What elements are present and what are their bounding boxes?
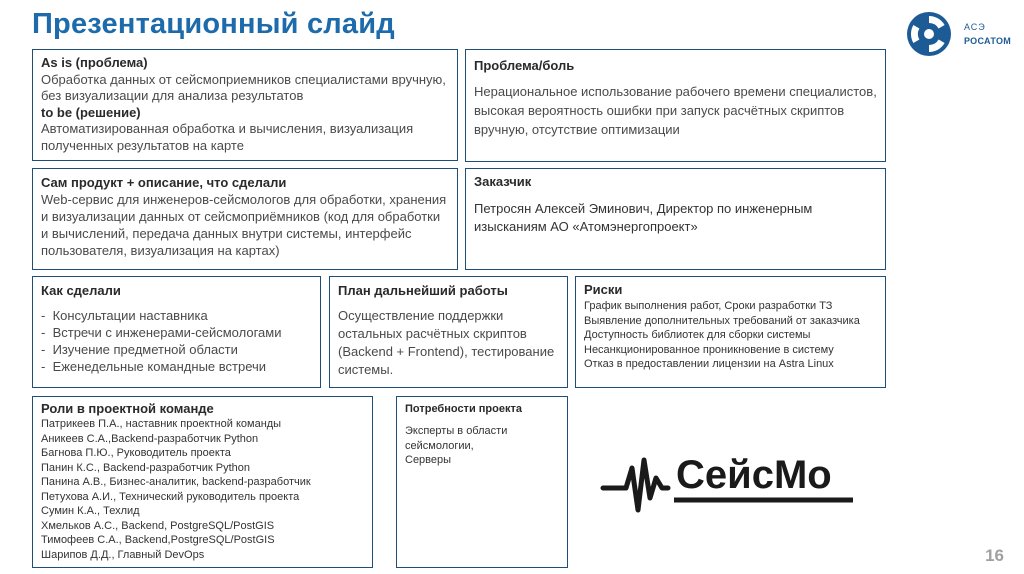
risks-box [575,276,886,388]
how-list [41,307,312,375]
list-item: Хмельков А.С., Backend, PostgreSQL/PostGIS [41,519,275,532]
roles-heading: Роли в проектной команде [41,401,214,416]
list-item: Несанкционированное проникновение в систему [584,343,834,356]
seismograph-icon [598,440,858,530]
customer-text: Петросян Алексей Эминович, Директор по инженерным изысканиям АО «Атомэнергопроект» [474,201,813,234]
plan-text: Осуществление поддержки остальных расчётных скриптов (Backend + Frontend), тестирование системы. [338,308,555,377]
list-item: Тимофеев С.А., Backend,PostgreSQL/PostGIS [41,534,275,546]
problem-text: Нерациональное использование рабочего времени специалистов, высокая вероятность ошибки при запуск расчётных скриптов вручную, отсутствие оптимизации [474,84,877,137]
list-item: Патрикеев П.А., наставник проектной команды [41,418,282,430]
seismo-wordmark: СейсМо [676,453,832,497]
logo-line-1: АСЭ [964,22,986,32]
product-box [32,168,458,270]
product-heading: Сам продукт + описание, что сделали [41,175,287,190]
to-be-heading: to be (решение) [41,104,141,120]
list-item: Отказ в предоставлении лицензии на Astra Linux [584,358,834,370]
product-text: Web-сервис для инженеров-сейсмологов для обработки, хранения и визуализации данных от сейсмоприёмников (код для обработки и вычислений, передача данных внутри системы, интерфейс пользователя, визуализация на картах) [41,192,447,258]
problem-box [465,49,886,162]
list-item: Сумин К.А., Техлид [41,505,140,517]
list-item: Серверы [405,454,452,466]
list-item: - Изучение предметной области [41,341,312,358]
list-item: - Консультации наставника [41,307,312,324]
needs-heading: Потребности проекта [405,403,522,415]
list-item: Петухова А.И., Технический руководитель проекта [41,490,300,503]
how-heading: Как сделали [41,283,121,298]
plan-box [329,276,568,388]
list-item: Панин К.С., Backend-разработчик Python [41,461,251,474]
page-number: 16 [985,546,1004,565]
logo-line-2: РОСАТОМ [964,36,1012,46]
risks-heading: Риски [584,282,623,297]
list-item: - Встречи с инженерами-сейсмологами [41,324,312,341]
list-item: График выполнения работ, Сроки разработки ТЗ [584,300,833,312]
list-item: Эксперты в области сейсмологии, [405,425,508,452]
customer-heading: Заказчик [474,174,532,189]
how-box [32,276,321,388]
roles-box [32,396,373,568]
problem-heading: Проблема/боль [474,58,575,73]
list-item: Выявление дополнительных требований от заказчика [584,314,860,327]
atom-icon [903,8,959,60]
list-item: Аникеев С.А.,Backend-разработчик Python [41,432,259,445]
needs-box [396,396,568,568]
list-item: - Еженедельные командные встречи [41,358,312,375]
list-item: Доступность библиотек для сборки системы [584,329,811,341]
rosatom-logo [903,8,1015,60]
slide-title: Презентационный слайд [32,8,395,40]
as-is-heading: As is (проблема) [41,55,148,70]
seismo-logo [598,440,858,530]
customer-box [465,168,886,270]
to-be-text: Автоматизированная обработка и вычисления, визуализация полученных результатов на карте [41,121,414,153]
list-item: Панина А.В., Бизнес-аналитик, backend-разработчик [41,476,311,488]
list-item: Багнова П.Ю., Руководитель проекта [41,447,231,459]
plan-heading: План дальнейший работы [338,283,508,298]
as-is-to-be-box [32,49,458,161]
as-is-text: Обработка данных от сейсмоприемников специалистами вручную, без визуализации для анализа результатов [41,71,446,103]
list-item: Шарипов Д.Д., Главный DevOps [41,548,205,561]
